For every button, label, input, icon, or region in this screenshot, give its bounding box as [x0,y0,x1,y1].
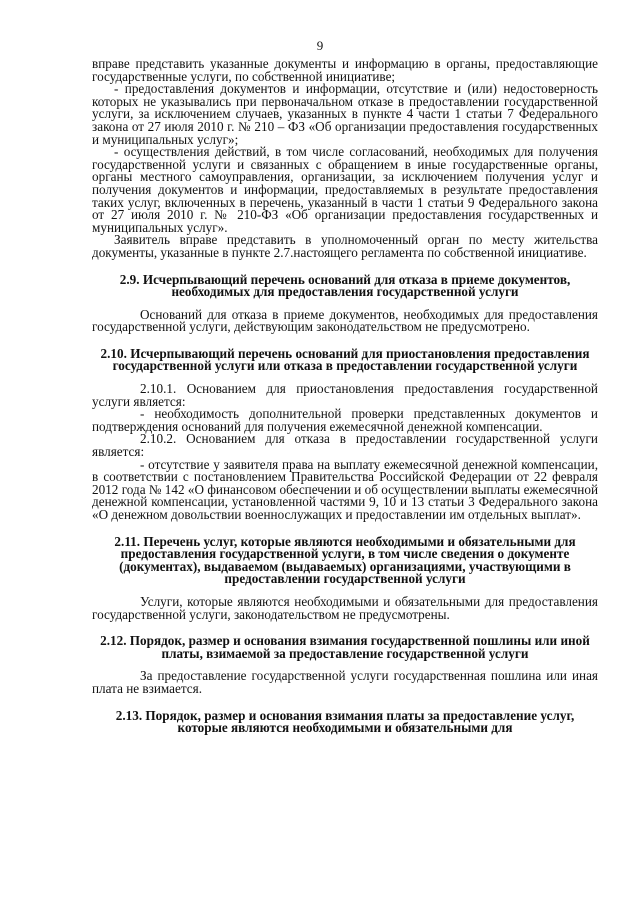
paragraph-applicant-right: Заявитель вправе представить в уполномоченный орган по месту жительства документы, указанные в пункте 2.7.настоящего регламента по собственной инициативе. [92,232,598,260]
section-heading-2-12: 2.12. Порядок, размер и основания взимания государственной пошлины или иной платы, взимаемой за предоставление государственной услуги [100,633,590,661]
paragraph-2-9-body: Оснований для отказа в приеме документов, необходимых для предоставления государственной услуги, действующим законодательством не предусмотрено. [92,306,598,335]
paragraph-list-item-documents: - предоставления документов и информации, отсутствие и (или) недостоверность которых не указывались при первоначальном отказе в предоставлении государственной услуги, за исключением случаев, указанных в пункте 4 части 1 статьи 7 Федерального закона от 27 июля 2010 г. № 210 – ФЗ «Об организации предоставления государственных и муниципальных услуг»; [92,81,598,147]
paragraph-2-11-body: Услуги, которые являются необходимыми и обязательными для предоставления государственной услуги, законодательством не предусмотрены. [92,593,598,622]
section-heading-2-11: 2.11. Перечень услуг, которые являются необходимыми и обязательными для предоставления государственной услуги, в том числе сведения о документе (документах), выдаваемом (выдаваемых) организациями, участвующими в предоставлении государственной услуги [114,533,576,587]
paragraph-2-10-1-item: - необходимость дополнительной проверки представленных документов и подтверждения оснований для получения ежемесячной денежной компенсации. [92,406,598,434]
document-body [92,58,598,735]
paragraph-2-10-2: 2.10.2. Основанием для отказа в предоставлении государственной услуги является: [92,431,598,460]
section-heading-2-10: 2.10. Исчерпывающий перечень оснований для приостановления предоставления государственной услуги или отказа в предоставлении государственной услуги [100,345,590,374]
paragraph-intro: вправе представить указанные документы и информацию в органы, предоставляющие государственные услуги, по собственной инициативе; [92,56,598,84]
paragraph-list-item-actions: - осуществления действий, в том числе согласований, необходимых для получения государственной услуги и связанных с обращением в иные государственные органы, органы местного самоуправления, организации, за исключением получения услуг и получения документов и информации, предоставляемых в результате предоставления таких услуг, включенных в перечень, указанный в части 1 статьи 9 Федерального закона от 27 июля 2010 г. № 210-ФЗ «Об организации предоставления государственных и муниципальных услуг». [92,144,598,235]
paragraph-2-10-2-item: - отсутствие у заявителя права на выплату ежемесячной денежной компенсации, в соответствии с постановлением Правительства Российской Федерации от 22 февраля 2012 года № 142 «О финансовом обеспечении и об осуществлении выплаты ежемесячной денежной компенсации, установленной частями 9, 10 и 13 статьи 3 Федерального закона «О денежном довольствии военнослужащих и предоставлении им отдельных выплат». [92,456,598,522]
page-number: 9 [316,38,324,53]
section-heading-2-9: 2.9. Исчерпывающий перечень оснований для отказа в приеме документов, необходимых для предоставления государственной услуги [119,271,571,300]
paragraph-2-12-body: За предоставление государственной услуги государственная пошлина или иная плата не взимается. [92,668,598,696]
section-heading-2-13: 2.13. Порядок, размер и основания взимания платы за предоставление услуг, которые являются необходимыми и обязательными для [115,707,575,736]
paragraph-2-10-1: 2.10.1. Основанием для приостановления предоставления государственной услуги является: [92,381,598,409]
